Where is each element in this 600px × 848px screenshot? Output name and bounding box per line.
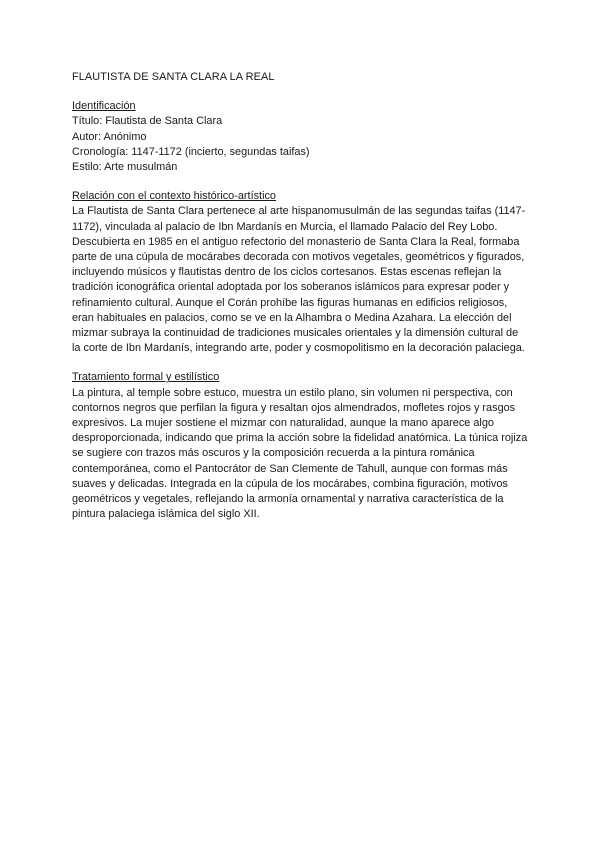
section-heading-tratamiento: Tratamiento formal y estilístico [72,371,220,384]
document-title: FLAUTISTA DE SANTA CLARA LA REAL [72,71,275,83]
document-page [72,70,528,536]
field-estilo: Estilo: Arte musulmán [72,161,178,174]
paragraph-tratamiento: La pintura, al temple sobre estuco, muestra un estilo plano, sin volumen ni perspectiva, con contornos negros que perfilan la figura y resaltan ojos almendrados, mofletes rojos y rasgos expresivos. La mujer sostiene el mizmar con naturalidad, aunque la mano aparece algo desproporcionada, indicando que prima la acción sobre la fidelidad anatómica. La túnica rojiza se sugiere con trazos más oscuros y la composición recuerda a la pintura románica contemporánea, como el Pantocrátor de San Clemente de Tahull, aunque con formas más suaves y delicadas. Integrada en la cúpula de los mocárabes, combina figuración, motivos geométricos y vegetales, reflejando la armonía ornamental y narrativa característica de la pintura palaciega islámica del siglo XII. [72,386,528,521]
section-relacion [72,189,528,356]
field-cronologia: Cronología: 1147-1172 (incierto, segundas taifas) [72,145,310,158]
section-identificacion [72,99,528,175]
paragraph-relacion: La Flautista de Santa Clara pertenece al arte hispanomusulmán de las segundas taifas (1147-1172), vinculada al palacio de Ibn Mardanís en Murcia, el llamado Palacio del Rey Lobo. Descubierta en 1985 en el antiguo refectorio del monasterio de Santa Clara la Real, formaba parte de una cúpula de mocárabes decorada con motivos vegetales, geométricos y figurados, incluyendo músicos y flautistas dentro de los ciclos cortesanos. Estas escenas reflejan la tradición iconográfica oriental adoptada por los soberanos islámicos para expresar poder y refinamiento cultural. Aunque el Corán prohíbe las figuras humanas en edificios religiosos, eran habituales en palacios, como se ve en la Alhambra o Medina Azahara. La elección del mizmar subraya la continuidad de tradiciones musicales orientales y la dimensión cultural de la corte de Ibn Mardanís, integrando arte, poder y cosmopolitismo en la decoración palaciega. [72,205,526,355]
section-heading-identificacion: Identificación [72,100,136,113]
section-heading-relacion: Relación con el contexto histórico-artístico [72,190,276,203]
section-tratamiento [72,370,528,522]
field-titulo: Título: Flautista de Santa Clara [72,115,223,128]
field-autor: Autor: Anónimo [72,130,147,143]
